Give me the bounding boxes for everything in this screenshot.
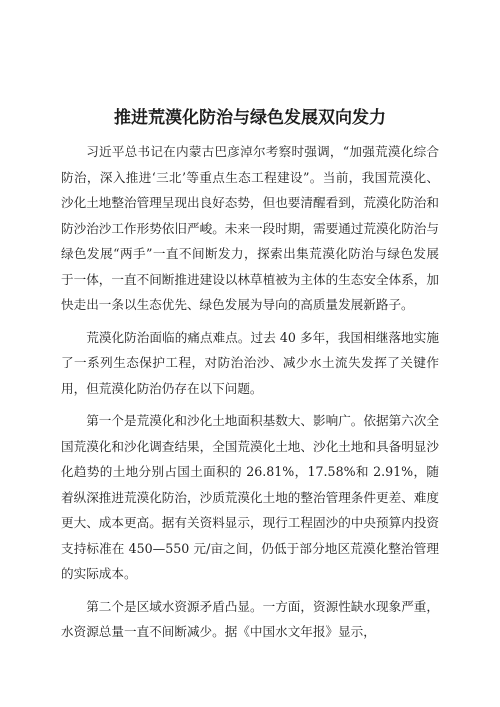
paragraph-first-issue: 第一个是荒漠化和沙化土地面积基数大、影响广。依据第六次全国荒漠化和沙化调查结果，全国荒漠化土地、沙化土地和具备明显沙化趋势的土地分别占国土面积的 26.81%，17.58%和 2.91%，随着纵深推进荒漠化防治，沙质荒漠化土地的整治管理条件更差、难度更大、成本更高。据有关资料显示，现行工程固沙的中央预算内投资支持标准在 450—550 元/亩之间，仍低于部分地区荒漠化整治管理的实际成本。	[61, 413, 439, 581]
paragraph-problems: 荒漠化防治面临的痛点难点。过去 40 多年，我国相继落地实施了一系列生态保护工程，对防治治沙、减少水土流失发挥了关键作用，但荒漠化防治仍存在以下问题。	[61, 329, 439, 396]
paragraph-second-issue: 第二个是区域水资源矛盾凸显。一方面，资源性缺水现象严重，水资源总量一直不间断减少。据《中国水文年报》显示，	[61, 598, 439, 639]
paragraph-intro: 习近平总书记在内蒙古巴彦淖尔考察时强调，“加强荒漠化综合防治，深入推进‘三北’等重点生态工程建设”。当前，我国荒漠化、沙化土地整治管理呈现出良好态势，但也要清醒看到，荒漠化防治和防沙治沙工作形势依旧严峻。未来一段时期，需要通过荒漠化防治与绿色发展“两手”一直不间断发力，探索出集荒漠化防治与绿色发展于一体，一直不间断推进建设以林草植被为主体的生态安全体系，加快走出一条以生态优先、绿色发展为导向的高质量发展新路子。	[61, 144, 439, 312]
document-body	[61, 139, 439, 652]
document-title: 推进荒漠化防治与绿色发展双向发力	[114, 108, 386, 128]
